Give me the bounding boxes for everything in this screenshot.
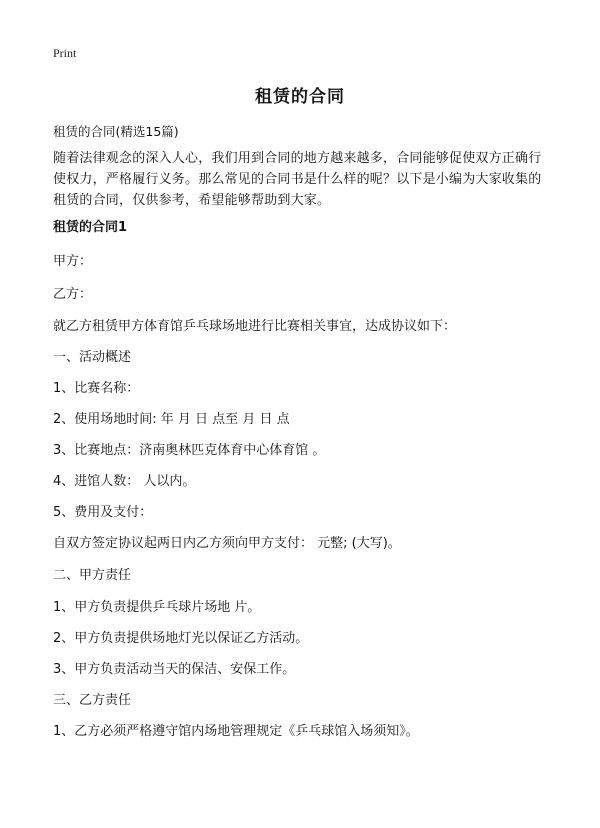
party-a-line: 甲方： [53,254,93,269]
print-link[interactable]: Print [53,46,77,60]
party-b-duty-1: 1、乙方必须严格遵守馆内场地管理规定《乒乓球馆入场须知》。 [53,724,419,739]
payment-terms-line: 自双方签定协议起两日内乙方须向甲方支付： 元整; (大写)。 [53,536,401,551]
party-a-duty-3: 3、甲方负责活动当天的保洁、安保工作。 [53,662,296,677]
match-location-line: 3、比赛地点：济南奥林匹克体育中心体育馆 。 [53,443,326,458]
agreement-intro-line: 就乙方租赁甲方体育馆乒乓球场地进行比赛相关事宜，达成协议如下： [53,319,457,334]
fee-payment-line: 5、费用及支付： [53,505,153,520]
intro-paragraph: 随着法律观念的深入人心，我们用到合同的地方越来越多，合同能够促使双方正确行使权力，严格履行义务。那么常见的合同书是什么样的呢？以下是小编为大家收集的租赁的合同，仅供参考，希望能够帮助到大家。 [53,151,542,208]
heading-party-a-duties: 二、甲方责任 [53,568,132,583]
party-a-duty-2: 2、甲方负责提供场地灯光以保证乙方活动。 [53,631,309,646]
heading-party-b-duties: 三、乙方责任 [53,693,132,708]
party-a-duty-1: 1、甲方负责提供乒乓球片场地 片。 [53,600,261,615]
attendee-count-line: 4、进馆人数： 人以内。 [53,474,196,489]
document-subtitle: 租赁的合同(精选15篇) [53,124,179,139]
section-title: 租赁的合同1 [53,220,128,235]
heading-activity-overview: 一、活动概述 [53,350,132,365]
venue-time-line: 2、使用场地时间: 年 月 日 点至 月 日 点 [53,412,290,427]
match-name-line: 1、比赛名称： [53,381,140,396]
party-b-line: 乙方： [53,287,93,302]
document-title: 租赁的合同 [255,87,345,107]
